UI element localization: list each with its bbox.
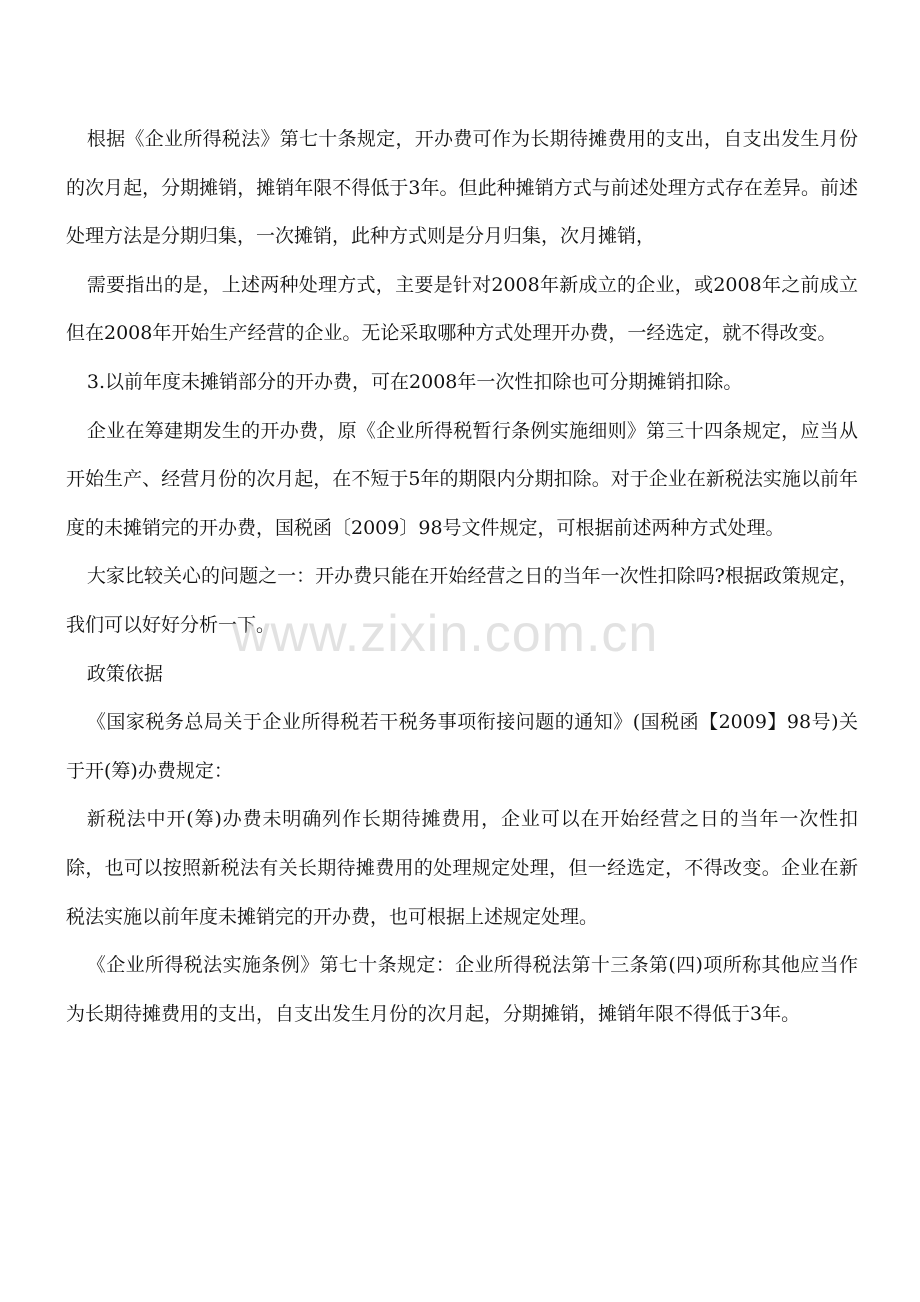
paragraph-prior-years: 企业在筹建期发生的开办费，原《企业所得税暂行条例实施细则》第三十四条规定，应当从开始生产、经营月份的次月起，在不短于5年的期限内分期扣除。对于企业在新税法实施以前年度的未摊销完的开办费，国税函〔2009〕98号文件规定，可根据前述两种方式处理。	[66, 419, 858, 539]
paragraph-common-question: 大家比较关心的问题之一：开办费只能在开始经营之日的当年一次性扣除吗?根据政策规定，我们可以好好分析一下。	[66, 565, 858, 636]
paragraph-applicability-note: 需要指出的是，上述两种处理方式，主要是针对2008年新成立的企业，或2008年之前成立但在2008年开始生产经营的企业。无论采取哪种方式处理开办费，一经选定，就不得改变。	[66, 273, 858, 345]
paragraph-regulation-article-70: 《企业所得税法实施条例》第七十条规定：企业所得税法第十三条第(四)项所称其他应当作为长期待摊费用的支出，自支出发生月份的次月起，分期摊销，摊销年限不得低于3年。	[66, 954, 858, 1025]
paragraph-policy-basis-heading: 政策依据	[86, 662, 163, 685]
document-body	[66, 115, 858, 1038]
watermark: www.zixin.com.cn	[232, 605, 659, 663]
paragraph-notice-content: 新税法中开(筹)办费未明确列作长期待摊费用，企业可以在开始经营之日的当年一次性扣除，也可以按照新税法有关长期待摊费用的处理规定处理，但一经选定，不得改变。企业在新税法实施以前年度未摊销完的开办费，也可根据上述规定处理。	[66, 808, 858, 928]
paragraph-notice-citation: 《国家税务总局关于企业所得税若干税务事项衔接问题的通知》(国税函【2009】98号)关于开(筹)办费规定：	[66, 711, 858, 782]
paragraph-amortization-rule: 根据《企业所得税法》第七十条规定，开办费可作为长期待摊费用的支出，自支出发生月份的次月起，分期摊销，摊销年限不得低于3年。但此种摊销方式与前述处理方式存在差异。前述处理方法是分期归集，一次摊销，此种方式则是分月归集，次月摊销，	[66, 128, 858, 248]
paragraph-item-3-heading: 3.以前年度未摊销部分的开办费，可在2008年一次性扣除也可分期摊销扣除。	[86, 370, 743, 393]
